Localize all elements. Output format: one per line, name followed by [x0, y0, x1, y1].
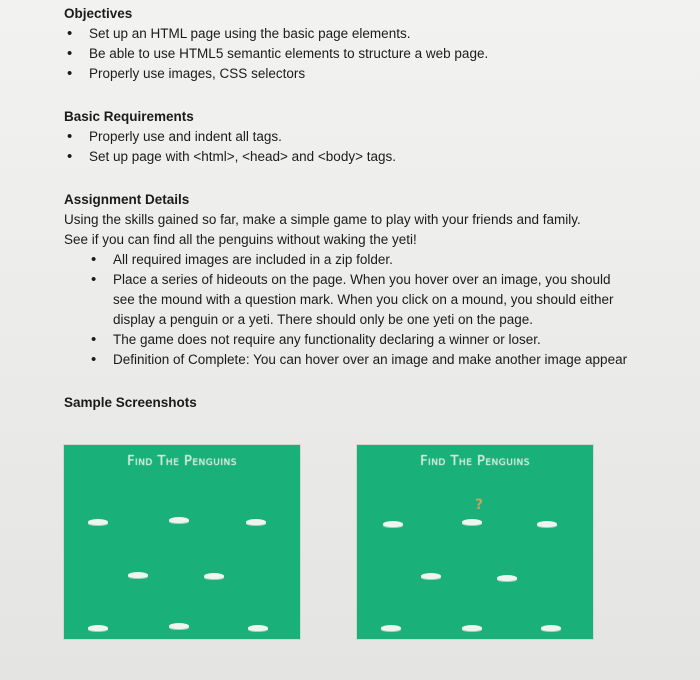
mound-icon — [128, 572, 148, 578]
mound-icon — [462, 625, 482, 631]
list-item: • Set up an HTML page using the basic page elements. — [64, 24, 664, 44]
mound-icon — [541, 625, 561, 631]
mound-icon — [169, 623, 189, 629]
basic-requirements-heading: Basic Requirements — [64, 109, 194, 124]
mound-icon — [497, 575, 517, 581]
requirements-list — [64, 127, 664, 167]
sample-screenshots — [64, 445, 664, 645]
list-item: • Place a series of hideouts on the page. When you hover over an image, you should see the mound with a question mark. When you click on a mound, you should either display a penguin or a yeti. There should only be one yeti on the page. — [88, 270, 628, 330]
mound-icon — [246, 519, 266, 525]
mound-icon — [462, 519, 482, 525]
mound-icon — [421, 573, 441, 579]
details-list — [88, 250, 664, 370]
list-item: • Properly use and indent all tags. — [64, 127, 664, 147]
mound-icon — [383, 521, 403, 527]
mound-icon — [537, 521, 557, 527]
intro-line: Using the skills gained so far, make a simple game to play with your friends and family. — [64, 212, 581, 227]
assignment-details-heading: Assignment Details — [64, 192, 190, 207]
mound-icon — [88, 519, 108, 525]
mound-icon — [169, 517, 189, 523]
list-item: • Properly use images, CSS selectors — [64, 64, 664, 84]
mound-icon — [204, 573, 224, 579]
list-item: • Set up page with <html>, <head> and <body> tags. — [64, 147, 664, 167]
list-item: • Definition of Complete: You can hover over an image and make another image appear — [88, 350, 628, 370]
objectives-heading: Objectives — [64, 6, 133, 21]
sample-screenshot-hover — [357, 445, 593, 639]
game-title: Find The Penguins — [127, 454, 237, 469]
assignment-document — [64, 4, 664, 413]
question-mark-icon: ? — [475, 497, 484, 513]
sample-screenshot-default — [64, 445, 300, 639]
game-title: Find The Penguins — [420, 454, 530, 469]
mound-icon — [248, 625, 268, 631]
list-item: • Be able to use HTML5 semantic elements to structure a web page. — [64, 44, 664, 64]
list-item: • The game does not require any functionality declaring a winner or loser. — [88, 330, 664, 350]
sample-screenshots-heading: Sample Screenshots — [64, 395, 197, 410]
mound-icon — [381, 625, 401, 631]
intro-line: See if you can find all the penguins without waking the yeti! — [64, 232, 417, 247]
objectives-list — [64, 24, 664, 84]
list-item: • All required images are included in a zip folder. — [88, 250, 664, 270]
mound-icon — [88, 625, 108, 631]
